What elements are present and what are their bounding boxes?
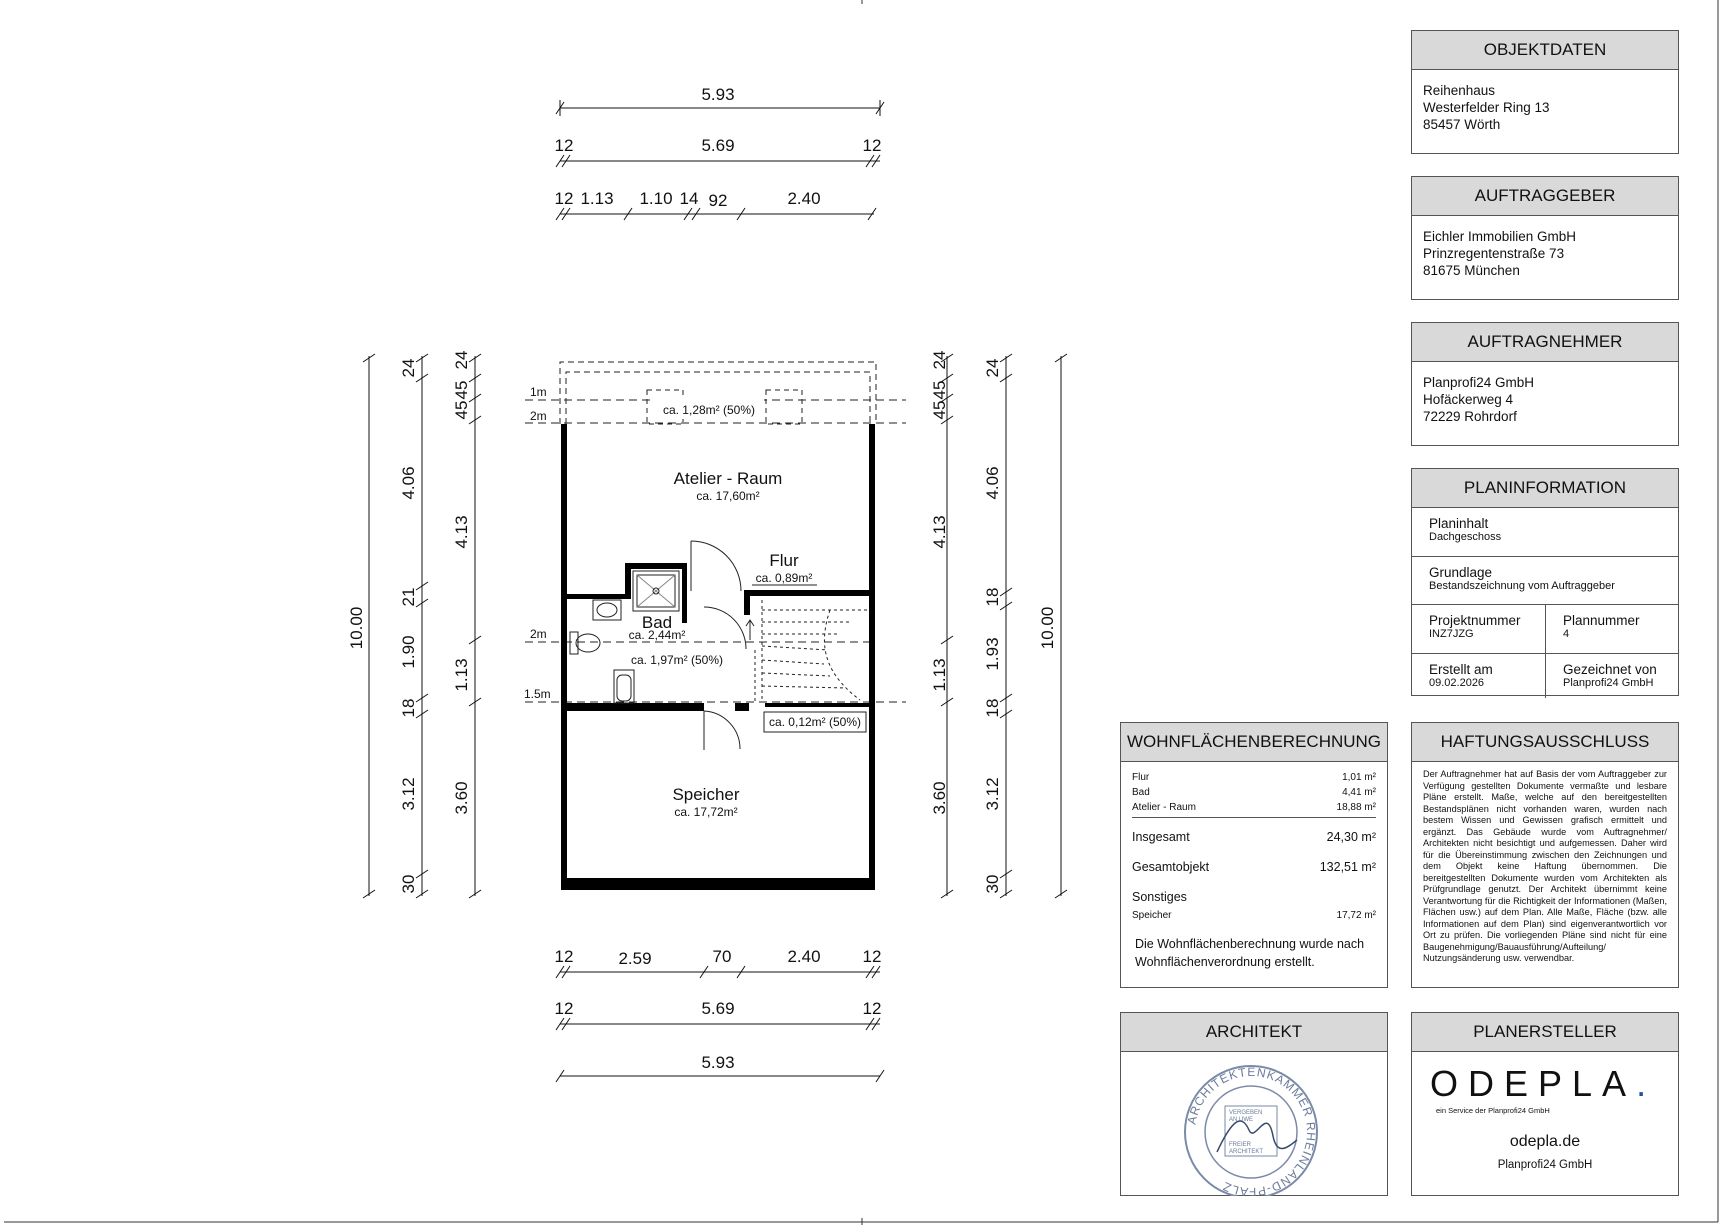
right-outer-dim-5: 18: [983, 698, 1002, 718]
top-dim-3-e: 92: [708, 191, 728, 210]
objektdaten-line-1: Reihenhaus: [1423, 83, 1496, 98]
wohnflaeche-item-name: Bad: [1132, 787, 1150, 798]
bottom-dimension-chains: [555, 947, 884, 1082]
haftung-box: [1411, 722, 1679, 988]
top-dimension-chains: [555, 85, 884, 220]
bottom-dim-2-c: 12: [862, 999, 882, 1018]
grundlage-value: Bestandszeichnung vom Auftraggeber: [1429, 580, 1615, 592]
wohnflaeche-gesamtobjekt: [1132, 858, 1376, 876]
top-dim-3-a: 12: [554, 189, 574, 208]
wohnflaeche-insgesamt: [1132, 828, 1376, 846]
architekt-box: [1120, 1012, 1388, 1196]
auftragnehmer-line-3: 72229 Rohrdorf: [1423, 409, 1517, 424]
planersteller-box: [1411, 1012, 1679, 1196]
top-dim-2-c: 12: [862, 136, 882, 155]
objektdaten-line-2: Westerfelder Ring 13: [1423, 100, 1550, 115]
planinhalt-value: Dachgeschoss: [1429, 531, 1502, 543]
left-inner-dim-2: 45: [452, 380, 471, 400]
wohnflaeche-note: [1132, 935, 1376, 971]
wohnflaeche-speicher: [1132, 908, 1376, 923]
right-inner-dim-1: 24: [930, 350, 949, 370]
top-total-dim: 5.93: [701, 85, 735, 104]
left-inner-dim-3: 45: [452, 400, 471, 420]
right-outer-dim-2: 4.06: [983, 466, 1002, 500]
bottom-dim-1-e: 12: [862, 947, 882, 966]
right-outer-dim-6: 3.12: [983, 777, 1002, 811]
planinformation-box: [1411, 468, 1679, 696]
left-dimension-chains: [363, 354, 481, 898]
left-dimension-labels: [347, 351, 471, 894]
insgesamt-label: Insgesamt: [1132, 830, 1190, 844]
wohnflaeche-item: [1132, 800, 1376, 818]
height-line-2m-mid: 2m: [530, 627, 547, 641]
planersteller-tagline: ein Service der Planprofi24 GmbH: [1436, 1106, 1550, 1115]
wohnflaeche-item-name: Flur: [1132, 772, 1150, 783]
auftraggeber-line-2: Prinzregentenstraße 73: [1423, 246, 1565, 261]
planinhalt-label: Planinhalt: [1429, 516, 1489, 531]
partial-area-bad: ca. 1,97m² (50%): [630, 653, 724, 667]
wohnflaeche-sonstiges: [1132, 888, 1376, 906]
room-flur-name: Flur: [769, 551, 799, 570]
room-atelier-name: Atelier - Raum: [673, 469, 783, 488]
gezeichnet-label: Gezeichnet von: [1563, 662, 1657, 677]
left-outer-dim-1: 24: [399, 358, 418, 378]
top-dim-3-f: 2.40: [787, 189, 821, 208]
left-outer-dim-3: 21: [399, 587, 418, 607]
partial-area-roof: ca. 1,28m² (50%): [662, 403, 756, 417]
right-dimension-labels: [930, 351, 1057, 894]
sonstiges-label: Sonstiges: [1132, 890, 1187, 904]
left-outer-dim-4: 1.90: [399, 635, 418, 669]
odepla-logo-text: ODEPLA: [1430, 1063, 1637, 1104]
auftraggeber-title: AUFTRAGGEBER: [1412, 177, 1678, 216]
speicher-value: 17,72 m²: [1336, 910, 1376, 921]
right-total-dim: 10.00: [1038, 606, 1057, 650]
room-speicher-name: Speicher: [672, 785, 740, 804]
wohnflaeche-item-value: 18,88 m²: [1336, 802, 1376, 813]
wohnflaeche-note-line-2: Wohnflächenverordnung erstellt.: [1135, 955, 1315, 969]
auftragnehmer-title: AUFTRAGNEHMER: [1412, 323, 1678, 362]
wohnflaeche-item: [1132, 770, 1376, 785]
wohnflaeche-item: [1132, 785, 1376, 800]
auftragnehmer-line-1: Planprofi24 GmbH: [1423, 375, 1535, 390]
floor-plan: [524, 362, 906, 890]
wohnflaeche-item-name: Atelier - Raum: [1132, 802, 1196, 813]
stamp-inner-1: VERGEBEN: [1229, 1110, 1263, 1116]
objektdaten-line-3: 85457 Wörth: [1423, 117, 1501, 132]
room-atelier-area: ca. 17,60m²: [696, 489, 760, 503]
auftragnehmer-line-2: Hofäckerweg 4: [1423, 392, 1514, 407]
room-bad-name: Bad: [641, 613, 673, 632]
bottom-dim-1-b: 2.59: [618, 949, 652, 968]
right-inner-dim-3: 45: [930, 400, 949, 420]
grundlage-label: Grundlage: [1429, 565, 1493, 580]
wohnflaeche-item-value: 1,01 m²: [1342, 772, 1376, 783]
objektdaten-title: OBJEKTDATEN: [1412, 31, 1678, 70]
left-inner-dim-6: 3.60: [452, 781, 471, 815]
stamp-inner-3: FREIER: [1229, 1142, 1252, 1148]
haftung-text: Der Auftragnehmer hat auf Basis der vom Auftraggeber zur Verfügung gestellten Dokumente vermaßte und lesbare Pläne erstellt. Maße, welche auf den bereitgestellten Bestandsplänen nicht vorhanden waren, wurden nach bestem Wissen und Gewissen grafisch ermittelt und ergänzt. Das Gebäude wurde vom Auftragnehmer/ Architekten nicht besichtigt und aufgemessen. Daher wird für die Übereinstimmung zwischen den Zeichnungen und dem Objekt keine Haftung übernommen. Die bereitgestellten Dokumente wurden vom Architekten als Prüfgrundlage genutzt. Der Architekt übernimmt keine Verantwortung für die Richtigkeit der Informationen (Maßen, Flächen usw.) auf dem Plan. Alle Maße, Fläche (bzw. alle Informationen auf dem Plan) sind eigenverantwortlich vor Ort zu prüfen. Die vorliegenden Pläne sind nicht für eine Baugenehmigung/Bauausführung/Aufteilung/ Nutzungsänderung usw. verwendbar.: [1423, 769, 1667, 963]
right-inner-dim-5: 1.13: [930, 658, 949, 692]
architekt-title: ARCHITEKT: [1121, 1013, 1387, 1052]
planinformation-title: PLANINFORMATION: [1412, 469, 1678, 508]
left-outer-dim-6: 3.12: [399, 777, 418, 811]
left-outer-dim-2: 4.06: [399, 466, 418, 500]
planersteller-company: Planprofi24 GmbH: [1497, 1159, 1593, 1171]
left-outer-dim-7: 30: [399, 874, 418, 894]
top-dim-2-a: 12: [554, 136, 574, 155]
bottom-dim-1-a: 12: [554, 947, 574, 966]
right-outer-dim-3: 18: [983, 587, 1002, 607]
wohnflaeche-title: WOHNFLÄCHENBERECHNUNG: [1121, 723, 1387, 762]
projektnummer-value: INZ7JZG: [1429, 628, 1474, 640]
bottom-dim-1-d: 2.40: [787, 947, 821, 966]
left-inner-dim-4: 4.13: [452, 515, 471, 549]
erstellt-value: 09.02.2026: [1429, 677, 1485, 689]
auftraggeber-line-3: 81675 München: [1423, 263, 1520, 278]
right-outer-dim-7: 30: [983, 874, 1002, 894]
right-inner-dim-6: 3.60: [930, 781, 949, 815]
bottom-dim-2-b: 5.69: [701, 999, 735, 1018]
gesamtobjekt-value: 132,51 m²: [1319, 860, 1376, 874]
left-inner-dim-1: 24: [452, 350, 471, 370]
right-outer-dim-1: 24: [983, 358, 1002, 378]
height-line-1.5m: 1.5m: [524, 687, 551, 701]
top-dim-3-d: 14: [679, 189, 699, 208]
wohnflaeche-note-line-1: Die Wohnflächenberechnung wurde nach: [1135, 937, 1365, 951]
haftung-title: HAFTUNGSAUSSCHLUSS: [1412, 723, 1678, 762]
plannummer-label: Plannummer: [1563, 613, 1640, 628]
top-dim-3-b: 1.13: [580, 189, 614, 208]
partial-area-stair: ca. 0,12m² (50%): [768, 715, 862, 729]
auftragnehmer-box: [1411, 322, 1679, 446]
left-total-dim: 10.00: [347, 606, 366, 650]
top-dim-2-b: 5.69: [701, 136, 735, 155]
right-inner-dim-2: 45: [930, 380, 949, 400]
room-speicher-area: ca. 17,72m²: [674, 805, 738, 819]
objektdaten-box: [1411, 30, 1679, 154]
projektnummer-label: Projektnummer: [1429, 613, 1521, 628]
plannummer-value: 4: [1563, 628, 1570, 640]
bottom-dim-1-c: 70: [712, 947, 732, 966]
stamp-ring-textpath: ARCHITEKTENKAMMER RHEINLAND-PFALZ: [1184, 1064, 1319, 1196]
room-bad-area: ca. 2,44m²: [628, 628, 686, 642]
insgesamt-value: 24,30 m²: [1326, 830, 1376, 844]
height-line-2m-top: 2m: [530, 409, 547, 423]
left-inner-dim-5: 1.13: [452, 658, 471, 692]
odepla-logo: [1412, 1052, 1678, 1102]
architect-stamp: [1121, 1052, 1387, 1196]
auftraggeber-line-1: Eichler Immobilien GmbH: [1423, 229, 1577, 244]
odepla-dot-icon: .: [1636, 1063, 1647, 1104]
left-outer-dim-5: 18: [399, 698, 418, 718]
speicher-label: Speicher: [1132, 910, 1172, 921]
wohnflaeche-box: [1120, 722, 1388, 988]
right-inner-dim-4: 4.13: [930, 515, 949, 549]
gezeichnet-value: Planprofi24 GmbH: [1563, 677, 1654, 689]
height-line-1m: 1m: [530, 385, 547, 399]
planersteller-website[interactable]: odepla.de: [1509, 1133, 1581, 1150]
erstellt-label: Erstellt am: [1429, 662, 1493, 677]
wohnflaeche-item-value: 4,41 m²: [1342, 787, 1376, 798]
auftraggeber-box: [1411, 176, 1679, 300]
top-dim-3-c: 1.10: [639, 189, 673, 208]
planersteller-title: PLANERSTELLER: [1412, 1013, 1678, 1052]
gesamtobjekt-label: Gesamtobjekt: [1132, 860, 1210, 874]
bottom-total-dim: 5.93: [701, 1053, 735, 1072]
stamp-inner-2: AN UWE: [1229, 1117, 1253, 1123]
room-flur-area: ca. 0,89m²: [755, 571, 813, 585]
stamp-inner-4: ARCHITEKT: [1229, 1149, 1264, 1155]
bottom-dim-2-a: 12: [554, 999, 574, 1018]
right-outer-dim-4: 1.93: [983, 637, 1002, 671]
